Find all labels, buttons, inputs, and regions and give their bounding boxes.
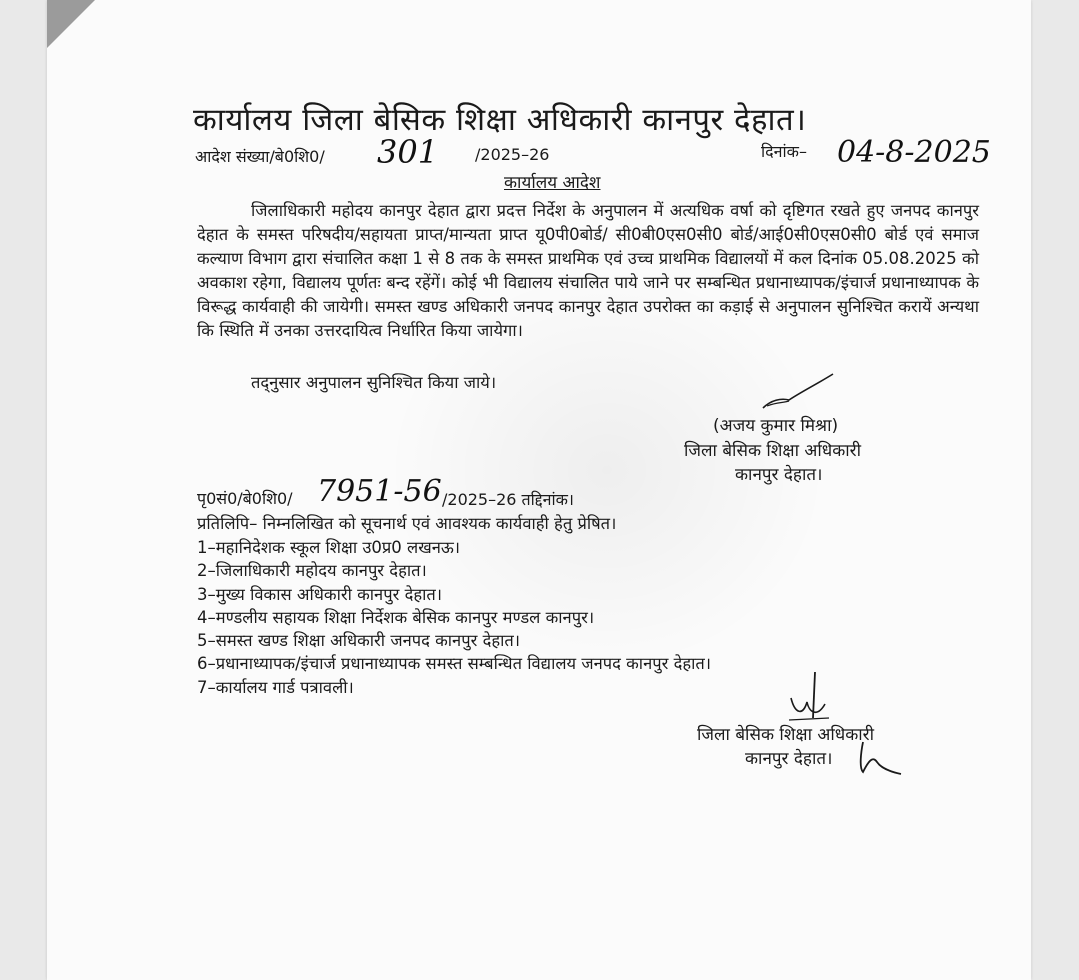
endorsement-ref-label: पृ0सं0/बे0शि0/ [197, 489, 293, 508]
recipient-item: 2–जिलाधिकारी महोदय कानपुर देहात। [197, 561, 427, 580]
date-handwritten: 04-8-2025 [837, 135, 991, 170]
endorsement-ref-handwritten: 7951-56 [317, 474, 442, 509]
recipient-item: 7–कार्यालय गार्ड पत्रावली। [197, 678, 354, 697]
recipient-item: 6–प्रधानाध्यापक/इंचार्ज प्रधानाध्यापक समस्त सम्बन्धित विद्यालय जनपद कानपुर देहात। [197, 654, 712, 673]
recipient-item: 1–महानिदेशक स्कूल शिक्षा उ0प्र0 लखनऊ। [197, 538, 461, 557]
footer-initial-mark [857, 738, 905, 778]
document-page [47, 0, 1031, 980]
recipient-item: 5–समस्त खण्ड शिक्षा अधिकारी जनपद कानपुर देहात। [197, 631, 521, 650]
recipient-item: 4–मण्डलीय सहायक शिक्षा निर्देशक बेसिक कानपुर मण्डल कानपुर। [197, 608, 595, 627]
signatory-name: (अजय कुमार मिश्रा) [713, 416, 839, 436]
endorsement-ref-suffix: /2025–26 तद्दिनांक। [442, 490, 574, 509]
office-title: कार्यालय जिला बेसिक शिक्षा अधिकारी कानपुर देहात। [193, 102, 807, 138]
initials-mark [785, 668, 835, 728]
date-label: दिनांक– [761, 142, 807, 161]
order-number-handwritten: 301 [377, 133, 439, 171]
left-margin [0, 0, 47, 980]
order-heading: कार्यालय आदेश [504, 173, 601, 193]
order-year: /2025–26 [475, 145, 550, 164]
order-paragraph: जिलाधिकारी महोदय कानपुर देहात द्वारा प्रदत्त निर्देश के अनुपालन में अत्यधिक वर्षा को दृष्टिगत रखते हुए जनपद कानपुर देहात के समस्त परिषदीय/सहायता प्राप्त/मान्यता प्राप्त यू0पी0बोर्ड/ सी0बी0एस0सी0 बोर्ड/आई0सी0एस0सी0 बोर्ड एवं समाज कल्याण विभाग द्वारा संचालित कक्षा 1 से 8 तक के समस्त प्राथमिक एवं उच्च प्राथमिक विद्यालयों में कल दिनांक 05.08.2025 को अवकाश रहेगा, विद्यालय पूर्णतः बन्द रहेंगें। कोई भी विद्यालय संचालित पाये जाने पर सम्बन्धित प्रधानाध्यापक/इंचार्ज प्रधानाध्यापक के विरूद्ध कार्यवाही की जायेगी। समस्त खण्ड अधिकारी जनपद कानपुर देहात उपरोक्त का कड़ाई से अनुपालन सुनिश्चित करायें अन्यथा कि स्थिति में उनका उत्तरदायित्व निर्धारित किया जायेगा। [197, 201, 979, 340]
page-corner-fold [47, 0, 95, 48]
recipient-item: 3–मुख्य विकास अधिकारी कानपुर देहात। [197, 585, 443, 604]
signature-mark [759, 370, 839, 412]
signatory-location: कानपुर देहात। [735, 465, 823, 485]
footer-designation: जिला बेसिक शिक्षा अधिकारी [697, 725, 875, 745]
copy-label: प्रतिलिपि– निम्नलिखित को सूचनार्थ एवं आवश्यक कार्यवाही हेतु प्रेषित। [197, 514, 617, 533]
order-closing: तद्नुसार अनुपालन सुनिश्चित किया जाये। [251, 373, 497, 392]
order-number-label: आदेश संख्या/बे0शि0/ [195, 147, 325, 166]
signatory-designation: जिला बेसिक शिक्षा अधिकारी [684, 441, 862, 461]
right-margin [1032, 0, 1079, 980]
footer-location: कानपुर देहात। [745, 749, 833, 769]
